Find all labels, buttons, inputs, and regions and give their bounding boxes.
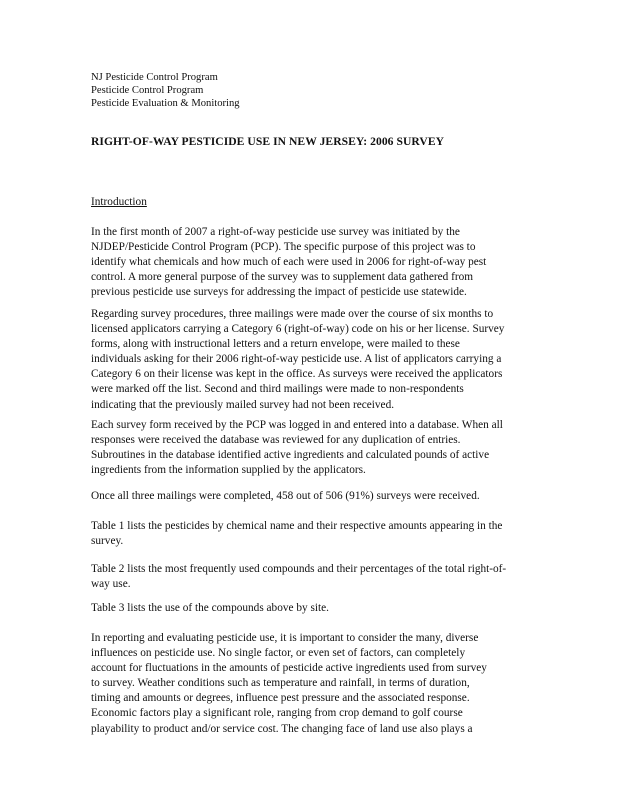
paragraph-line: Category 6 on their license was kept in the office. As surveys were received the applicators [91, 368, 503, 381]
paragraph-line: to survey. Weather conditions such as temperature and rainfall, in terms of duration, [91, 677, 470, 690]
paragraph-1 [91, 225, 527, 300]
paragraph-line: In reporting and evaluating pesticide use, it is important to consider the many, diverse [91, 632, 479, 644]
paragraph-6 [91, 562, 527, 592]
paragraph-line: forms, along with instructional letters and a return envelope, were mailed to these [91, 338, 460, 351]
paragraph-line: Table 2 lists the most frequently used compounds and their percentages of the total right-of- [91, 563, 507, 575]
paragraph-4 [91, 489, 527, 504]
paragraph-line: identify what chemicals and how much of each were used in 2006 for right-of-way pest [91, 256, 487, 269]
paragraph-line: Economic factors play a significant role, ranging from crop demand to golf course [91, 707, 463, 720]
paragraph-2 [91, 307, 527, 413]
paragraph-line: Subroutines in the database identified active ingredients and calculated pounds of active [91, 449, 490, 462]
paragraph-line: NJDEP/Pesticide Control Program (PCP). The specific purpose of this project was to [91, 241, 476, 254]
paragraph-line: In the first month of 2007 a right-of-way pesticide use survey was initiated by the [91, 226, 460, 238]
section-heading-introduction: Introduction [91, 196, 147, 208]
paragraph-line: account for fluctuations in the amounts of pesticide active ingredients used from survey [91, 662, 487, 675]
paragraph-line: timing and amounts or degrees, influence pest pressure and the associated response. [91, 692, 470, 705]
paragraph-line: survey. [91, 535, 124, 548]
paragraph-line: Table 3 lists the use of the compounds above by site. [91, 602, 329, 614]
paragraph-line: Regarding survey procedures, three mailings were made over the course of six months to [91, 308, 494, 320]
paragraph-line: Once all three mailings were completed, 458 out of 506 (91%) surveys were received. [91, 490, 480, 502]
header-line-organization: NJ Pesticide Control Program [91, 72, 218, 83]
paragraph-line: individuals asking for their 2006 right-of-way pesticide use. A list of applicators carrying a [91, 353, 502, 366]
paragraph-line: indicating that the previously mailed survey had not been received. [91, 398, 395, 411]
document-title: RIGHT-OF-WAY PESTICIDE USE IN NEW JERSEY: 2006 SURVEY [91, 135, 445, 148]
paragraph-line: playability to product and/or service cost. The changing face of land use also plays a [91, 722, 473, 735]
paragraph-line: control. A more general purpose of the survey was to supplement data gathered from [91, 271, 474, 284]
document-header [91, 71, 240, 110]
paragraph-line: Each survey form received by the PCP was logged in and entered into a database. When all [91, 419, 503, 431]
paragraph-line: licensed applicators carrying a Category 6 (right-of-way) code on his or her license. Survey [91, 323, 505, 336]
paragraph-5 [91, 519, 527, 549]
paragraph-8 [91, 631, 527, 737]
header-line-program: Pesticide Control Program [91, 85, 204, 96]
paragraph-line: ingredients from the information supplied by the applicators. [91, 464, 366, 477]
paragraph-3 [91, 418, 527, 478]
paragraph-line: were marked off the list. Second and third mailings were made to non-respondents [91, 383, 464, 396]
paragraph-line: way use. [91, 578, 131, 591]
paragraph-7 [91, 601, 527, 616]
paragraph-line: influences on pesticide use. No single factor, or even set of factors, can completely [91, 647, 466, 660]
paragraph-line: previous pesticide use surveys for addressing the impact of pesticide use statewide. [91, 286, 467, 299]
paragraph-line: Table 1 lists the pesticides by chemical name and their respective amounts appearing in the [91, 520, 503, 532]
header-line-unit: Pesticide Evaluation & Monitoring [91, 98, 240, 109]
paragraph-line: responses were received the database was reviewed for any duplication of entries. [91, 434, 461, 447]
